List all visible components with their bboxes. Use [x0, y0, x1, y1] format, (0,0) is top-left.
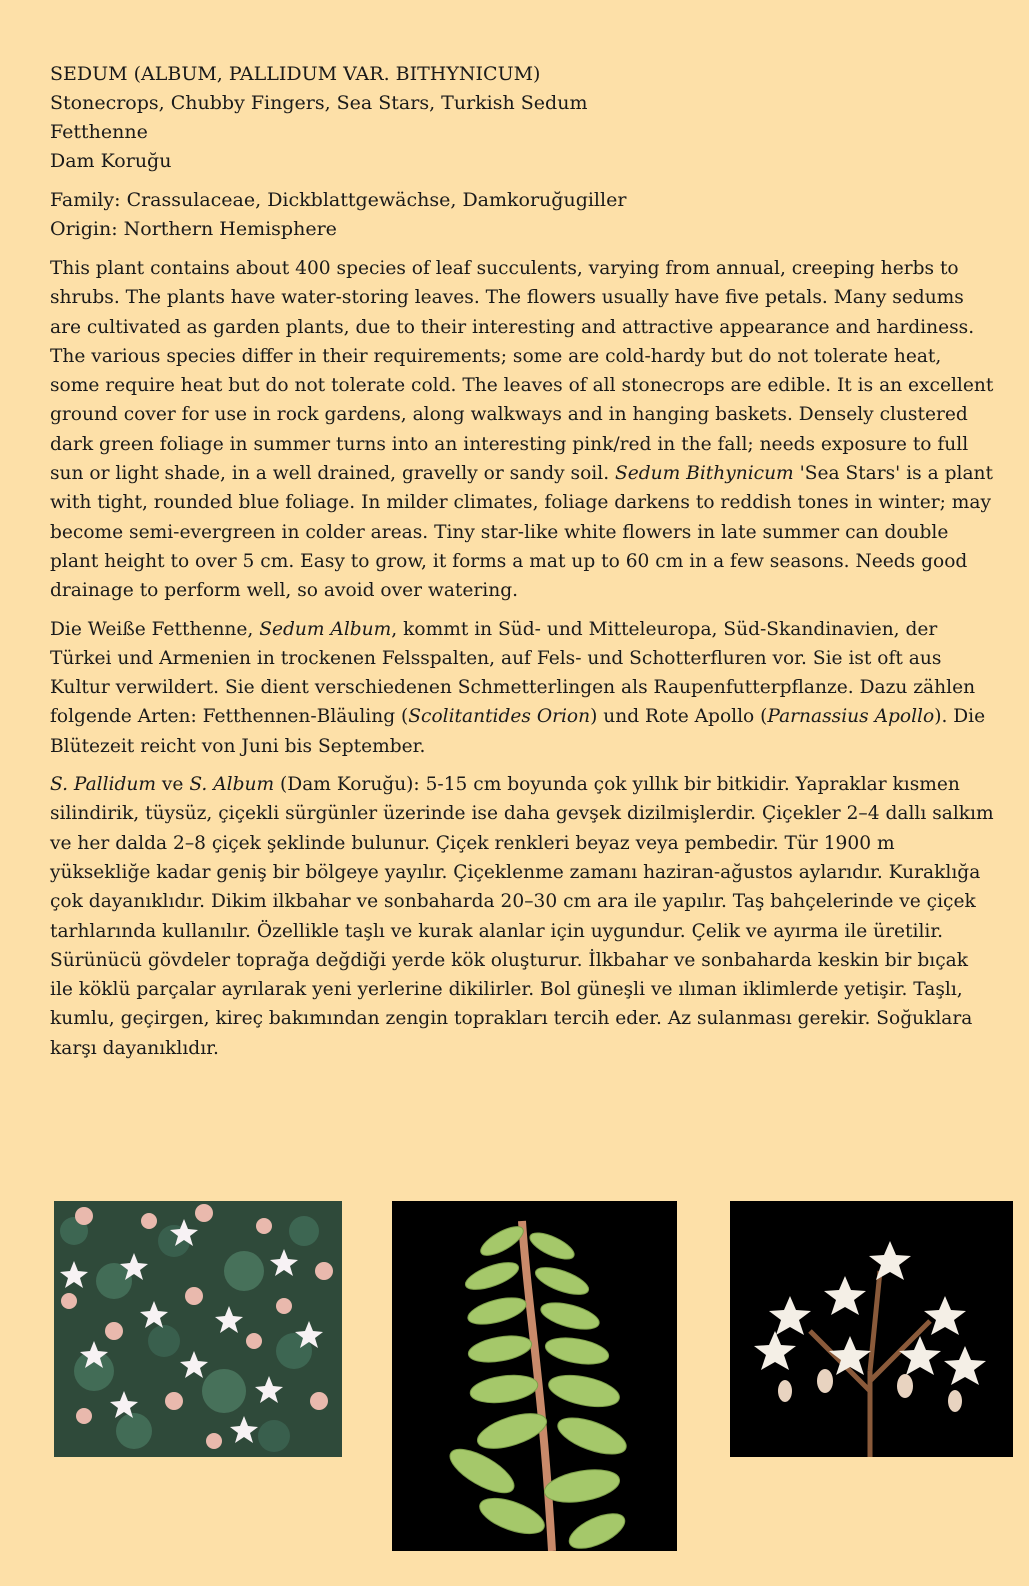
paragraph-german: [50, 615, 995, 761]
italic-species-name: Parnassius Apollo: [767, 706, 935, 728]
paragraph-english: [50, 254, 995, 606]
sedum-stem-illustration: [392, 1201, 677, 1551]
italic-species-name: Scolitantides Orion: [408, 706, 591, 728]
italic-species-name: Sedum Bithynicum: [615, 463, 794, 485]
text-run: ) und Rote Apollo (: [590, 706, 768, 728]
text-run: ve: [156, 774, 190, 796]
text-run: , kommt in Süd- und Mitteleuropa, Süd-Skandinavien, der Türkei und Armenien in trockenen Felsspalten, auf Fels- und Schotterfluren vor. Sie ist oft aus Kultur verwildert. Sie dient verschiedenen Schmetterlingen als Raupenfutterpflanze. Dazu zählen folgende Arten: Fetthennen-Bläuling (: [50, 618, 976, 728]
common-names-english: Stonecrops, Chubby Fingers, Sea Stars, Turkish Sedum: [50, 92, 588, 114]
title-block: [50, 60, 995, 176]
italic-species-name: Sedum Album: [259, 618, 392, 640]
text-run: ). Die Blütezeit reicht von Juni bis September.: [50, 706, 986, 757]
text-run: This plant contains about 400 species of leaf succulents, varying from annual, creeping herbs to shrubs. The plants have water-storing leaves. The flowers usually have five petals. Many sedums are cultivated as garden plants, due to their interesting and attractive appearance and hardiness. The various species differ in their requirements; some are cold-hardy but do not tolerate heat, some require heat but do not tolerate cold. The leaves of all stonecrops are edible. It is an excellent ground cover for use in rock gardens, along walkways and in hanging baskets. Densely clustered dark green foliage in summer turns into an interesting pink/red in the fall; needs exposure to full sun or light shade, in a well drained, gravelly or sandy soil.: [50, 258, 994, 485]
text-run: 'Sea Stars' is a plant with tight, rounded blue foliage. In milder climates, foliage darkens to reddish tones in winter; may become semi-evergreen in colder areas. Tiny star-like white flowers in late summer can double plant height to over 5 cm. Easy to grow, it forms a mat up to 60 cm in a few seasons. Needs good drainage to perform well, so avoid over watering.: [50, 463, 993, 602]
meta-block: [50, 186, 995, 244]
text-run: (Dam Koruğu): 5-15 cm boyunda çok yıllık bir bitkidir. Yapraklar kısmen silindirik, tüysüz, çiçekli sürgünler üzerinde ise daha gevşek dizilmişlerdir. Çiçekler 2–4 dallı salkım ve her dalda 2–8 çiçek şeklinde bulunur. Çiçek renkleri beyaz veya pembedir. Tür 1900 m yüksekliğe kadar geniş bir bölgeye yayılır. Çiçeklenme zamanı haziran-ağustos aylarıdır. Kuraklığa çok dayanıklıdır. Dikim ilkbahar ve sonbaharda 20–30 cm ara ile yapılır. Taş bahçelerinde ve çiçek tarhlarında kullanılır. Özellikle taşlı ve kurak alanlar için uygundur. Çelik ve ayırma ile üretilir. Sürünücü gövdeler toprağa değdiği yerde kök oluşturur. İlkbahar ve sonbaharda keskin bir bıçak ile köklü parçalar ayrılarak yeni yerlerine dikilirler. Bol güneşli ve ılıman iklimlerde yetişir. Taşlı, kumlu, geçirgen, kireç bakımından zengin toprakları tercih eder. Az sulanması gerekir. Soğuklara karşı dayanıklıdır.: [50, 774, 994, 1059]
page-content: [50, 60, 995, 1072]
photo-sedum-stem: [392, 1201, 677, 1551]
photo-white-flowers: [730, 1201, 1013, 1457]
photo-flower-mat: [54, 1201, 342, 1457]
text-run: Die Weiße Fetthenne,: [50, 618, 260, 640]
italic-species-name: S. Album: [189, 774, 275, 796]
white-flowers-illustration: [730, 1201, 1013, 1457]
flower-mat-illustration: [54, 1201, 342, 1457]
italic-species-name: S. Pallidum: [50, 774, 157, 796]
origin-line: Origin: Northern Hemisphere: [50, 218, 337, 240]
scientific-name: SEDUM (ALBUM, PALLIDUM VAR. BITHYNICUM): [50, 63, 541, 85]
common-name-german: Fetthenne: [50, 121, 148, 143]
common-name-turkish: Dam Koruğu: [50, 150, 172, 172]
paragraph-turkish: [50, 770, 995, 1063]
family-line: Family: Crassulaceae, Dickblattgewächse, Damkoruğugiller: [50, 189, 627, 211]
